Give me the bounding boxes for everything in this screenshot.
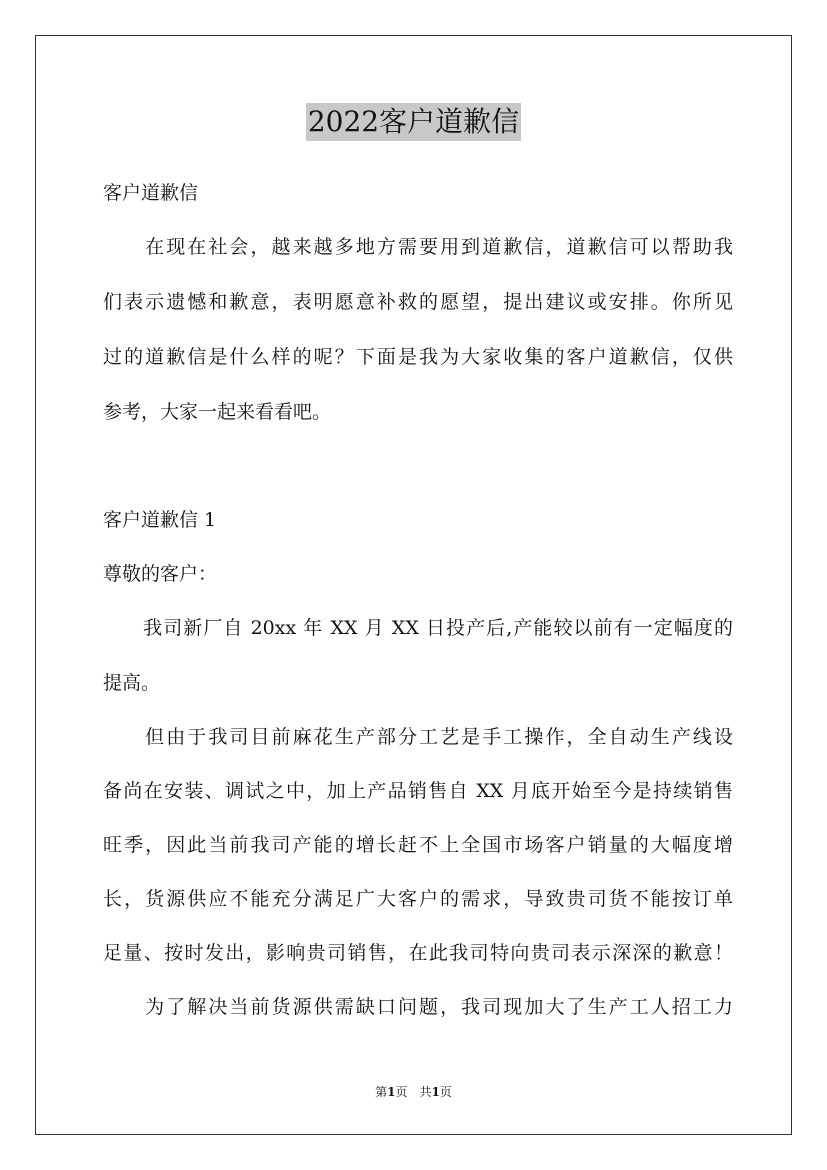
intro-line-4: 参考，大家一起来看看吧。	[103, 401, 332, 423]
body-line-8: 为了解决当前货源供需缺口问题，我司现加大了生产工人招工力	[103, 996, 733, 1018]
footer-prefix: 第	[375, 1085, 388, 1099]
body-line-7: 足量、按时发出，影响贵司销售，在此我司特向贵司表示深深的歉意！	[103, 942, 733, 964]
page-footer	[0, 1084, 827, 1100]
section-heading: 客户道歉信 1	[103, 509, 217, 531]
document-subtitle: 客户道歉信	[103, 182, 199, 204]
body-line-2: 提高。	[103, 672, 161, 694]
footer-page-total: 1	[431, 1085, 440, 1099]
body-line-1: 我司新厂自 20xx 年 XX 月 XX 日投产后,产能较以前有一定幅度的	[103, 617, 733, 639]
body-line-6: 长，货源供应不能充分满足广大客户的需求，导致贵司货不能按订单	[103, 888, 733, 910]
body-line-5: 旺季，因此当前我司产能的增长赶不上全国市场客户销量的大幅度增	[103, 834, 733, 856]
body-line-4: 备尚在安装、调试之中，加上产品销售自 XX 月底开始至今是持续销售	[103, 780, 733, 802]
salutation: 尊敬的客户：	[103, 563, 218, 585]
intro-line-1: 在现在社会，越来越多地方需要用到道歉信，道歉信可以帮助我	[103, 236, 733, 258]
footer-page-current: 1	[387, 1085, 396, 1099]
footer-mid: 页 共	[395, 1085, 432, 1099]
body-line-3: 但由于我司目前麻花生产部分工艺是手工操作，全自动生产线设	[103, 726, 733, 748]
title-container	[0, 103, 827, 141]
intro-line-2: 们表示遗憾和歉意，表明愿意补救的愿望，提出建议或安排。你所见	[103, 291, 733, 313]
footer-suffix: 页	[439, 1085, 452, 1099]
intro-line-3: 过的道歉信是什么样的呢？下面是我为大家收集的客户道歉信，仅供	[103, 346, 733, 368]
document-title: 2022客户道歉信	[306, 103, 521, 141]
